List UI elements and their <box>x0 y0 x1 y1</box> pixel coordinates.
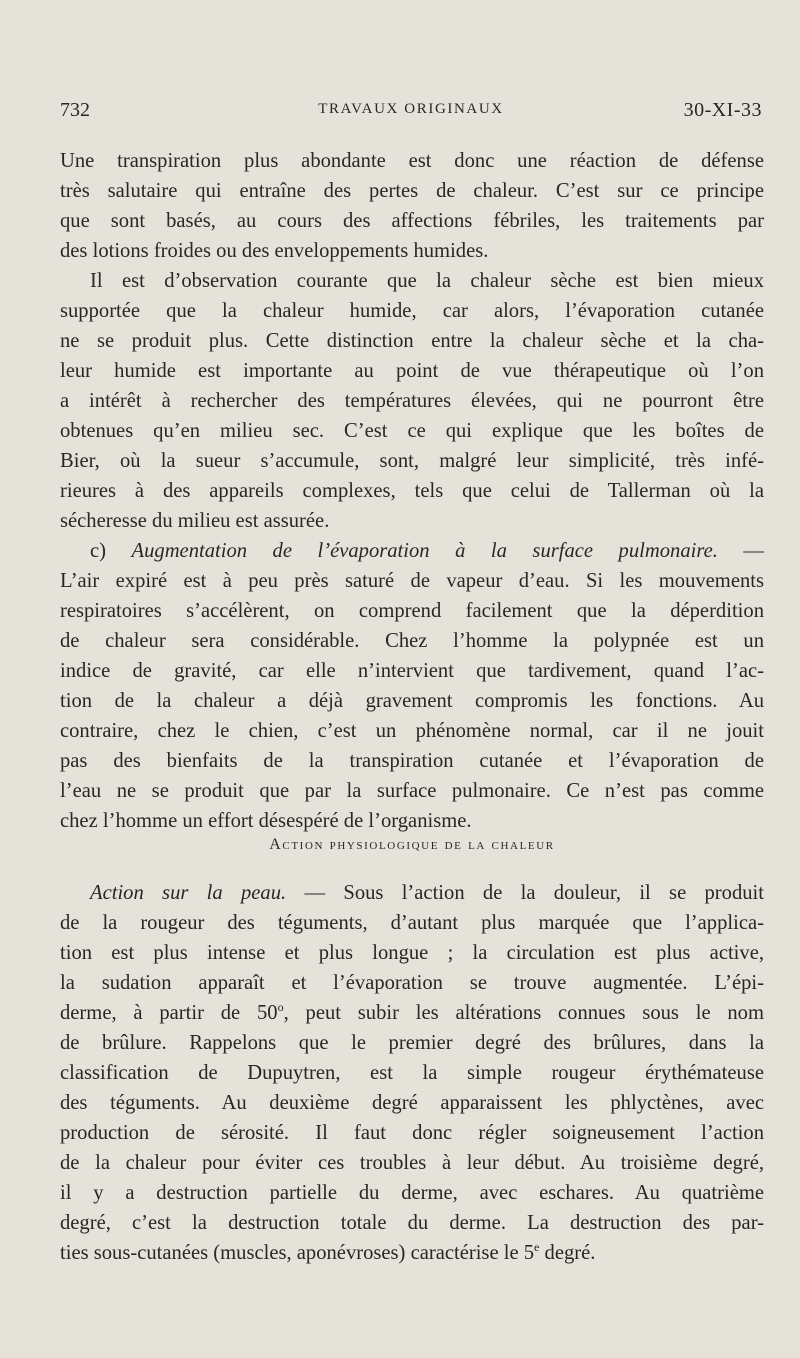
text-line: tion de la chaleur a déjà gravement compromis les fonctions. Au <box>60 690 764 712</box>
text-line: ne se produit plus. Cette distinction entre la chaleur sèche et la cha- <box>60 330 764 352</box>
ordinal-superscript: e <box>534 1240 540 1254</box>
text-line: Bier, où la sueur s’accumule, sont, malgré leur simplicité, très infé- <box>60 450 764 472</box>
text-line: rieures à des appareils complexes, tels que celui de Tallerman où la <box>60 480 764 502</box>
text-line <box>60 998 764 1028</box>
text-fragment: , peut subir les altérations connues sous le nom <box>283 1002 764 1024</box>
text-line: l’eau ne se produit que par la surface pulmonaire. Ce n’est pas comme <box>60 780 764 802</box>
subsection-label: c) <box>90 540 106 562</box>
paragraph-skin-first-line <box>60 878 764 908</box>
page-header <box>60 99 762 133</box>
text-line: respiratoires s’accélèrent, on comprend facilement que la déperdition <box>60 600 764 622</box>
text-line: contraire, chez le chien, c’est un phénomène normal, car il ne jouit <box>60 720 764 742</box>
paragraph-transpiration <box>60 146 764 266</box>
text-line: obtenues qu’en milieu sec. C’est ce qui explique que les boîtes de <box>60 420 764 442</box>
text-line: L’air expiré est à peu près saturé de vapeur d’eau. Si les mouvements <box>60 570 764 592</box>
text-fragment: ties sous-cutanées (muscles, aponévroses) caractérise le 5 <box>60 1242 535 1264</box>
text-line: Une transpiration plus abondante est donc une réaction de défense <box>60 150 764 172</box>
text-line: la sudation apparaît et l’évaporation se trouve augmentée. L’épi- <box>60 972 764 994</box>
text-line: que sont basés, au cours des affections fébriles, les traitements par <box>60 210 764 232</box>
text-line: indice de gravité, car elle n’intervient que tardivement, quand l’ac- <box>60 660 764 682</box>
degree-superscript: o <box>277 1000 284 1014</box>
em-dash: — <box>304 882 326 904</box>
text-line: sécheresse du milieu est assurée. <box>60 510 330 532</box>
text-line <box>60 1238 764 1268</box>
text-line: de la chaleur pour éviter ces troubles à leur début. Au troisième degré, <box>60 1152 764 1174</box>
text-line: très salutaire qui entraîne des pertes de chaleur. C’est sur ce principe <box>60 180 764 202</box>
running-title: TRAVAUX ORIGINAUX <box>318 101 504 117</box>
text-line: production de sérosité. Il faut donc régler soigneusement l’action <box>60 1122 764 1144</box>
text-line: tion est plus intense et plus longue ; la circulation est plus active, <box>60 942 764 964</box>
text-line: classification de Dupuytren, est la simple rougeur érythémateuse <box>60 1062 764 1084</box>
text-line: de chaleur sera considérable. Chez l’homme la polypnée est un <box>60 630 764 652</box>
text-line: leur humide est importante au point de vue thérapeutique où l’on <box>60 360 764 382</box>
paragraph-skin-title: Action sur la peau. <box>90 882 287 904</box>
text-line: chez l’homme un effort désespéré de l’organisme. <box>60 810 472 832</box>
text-fragment: Sous l’action de la douleur, il se produit <box>343 882 764 904</box>
text-line: des lotions froides ou des enveloppements humides. <box>60 240 489 262</box>
article-body-upper <box>60 146 764 836</box>
page-number: 732 <box>60 99 90 121</box>
text-fragment: derme, à partir de 50 <box>60 1002 278 1024</box>
text-line: il y a destruction partielle du derme, avec eschares. Au quatrième <box>60 1182 764 1204</box>
text-line: supportée que la chaleur humide, car alors, l’évaporation cutanée <box>60 300 764 322</box>
text-line: des téguments. Au deuxième degré apparaissent les phlyctènes, avec <box>60 1092 764 1114</box>
text-line: de brûlure. Rappelons que le premier degré des brûlures, dans la <box>60 1032 764 1054</box>
subsection-title: Augmentation de l’évaporation à la surface pulmonaire. <box>131 540 718 562</box>
text-line: a intérêt à rechercher des températures élevées, qui ne pourront être <box>60 390 764 412</box>
issue-date: 30-XI-33 <box>683 99 762 121</box>
text-line: de la rougeur des téguments, d’autant plus marquée que l’applica- <box>60 912 764 934</box>
section-heading: Action physiologique de la chaleur <box>269 836 555 853</box>
text-line: pas des bienfaits de la transpiration cutanée et l’évaporation de <box>60 750 764 772</box>
text-fragment: degré. <box>539 1242 596 1264</box>
text-line: degré, c’est la destruction totale du derme. La destruction des par- <box>60 1212 764 1234</box>
em-dash: — <box>743 540 765 562</box>
text-line: Il est d’observation courante que la chaleur sèche est bien mieux <box>90 270 764 292</box>
article-body-lower <box>60 878 764 1268</box>
paragraph-dry-heat <box>60 266 764 536</box>
paragraph-pulmonary-evaporation <box>60 536 764 836</box>
subsection-heading-line <box>60 536 764 566</box>
